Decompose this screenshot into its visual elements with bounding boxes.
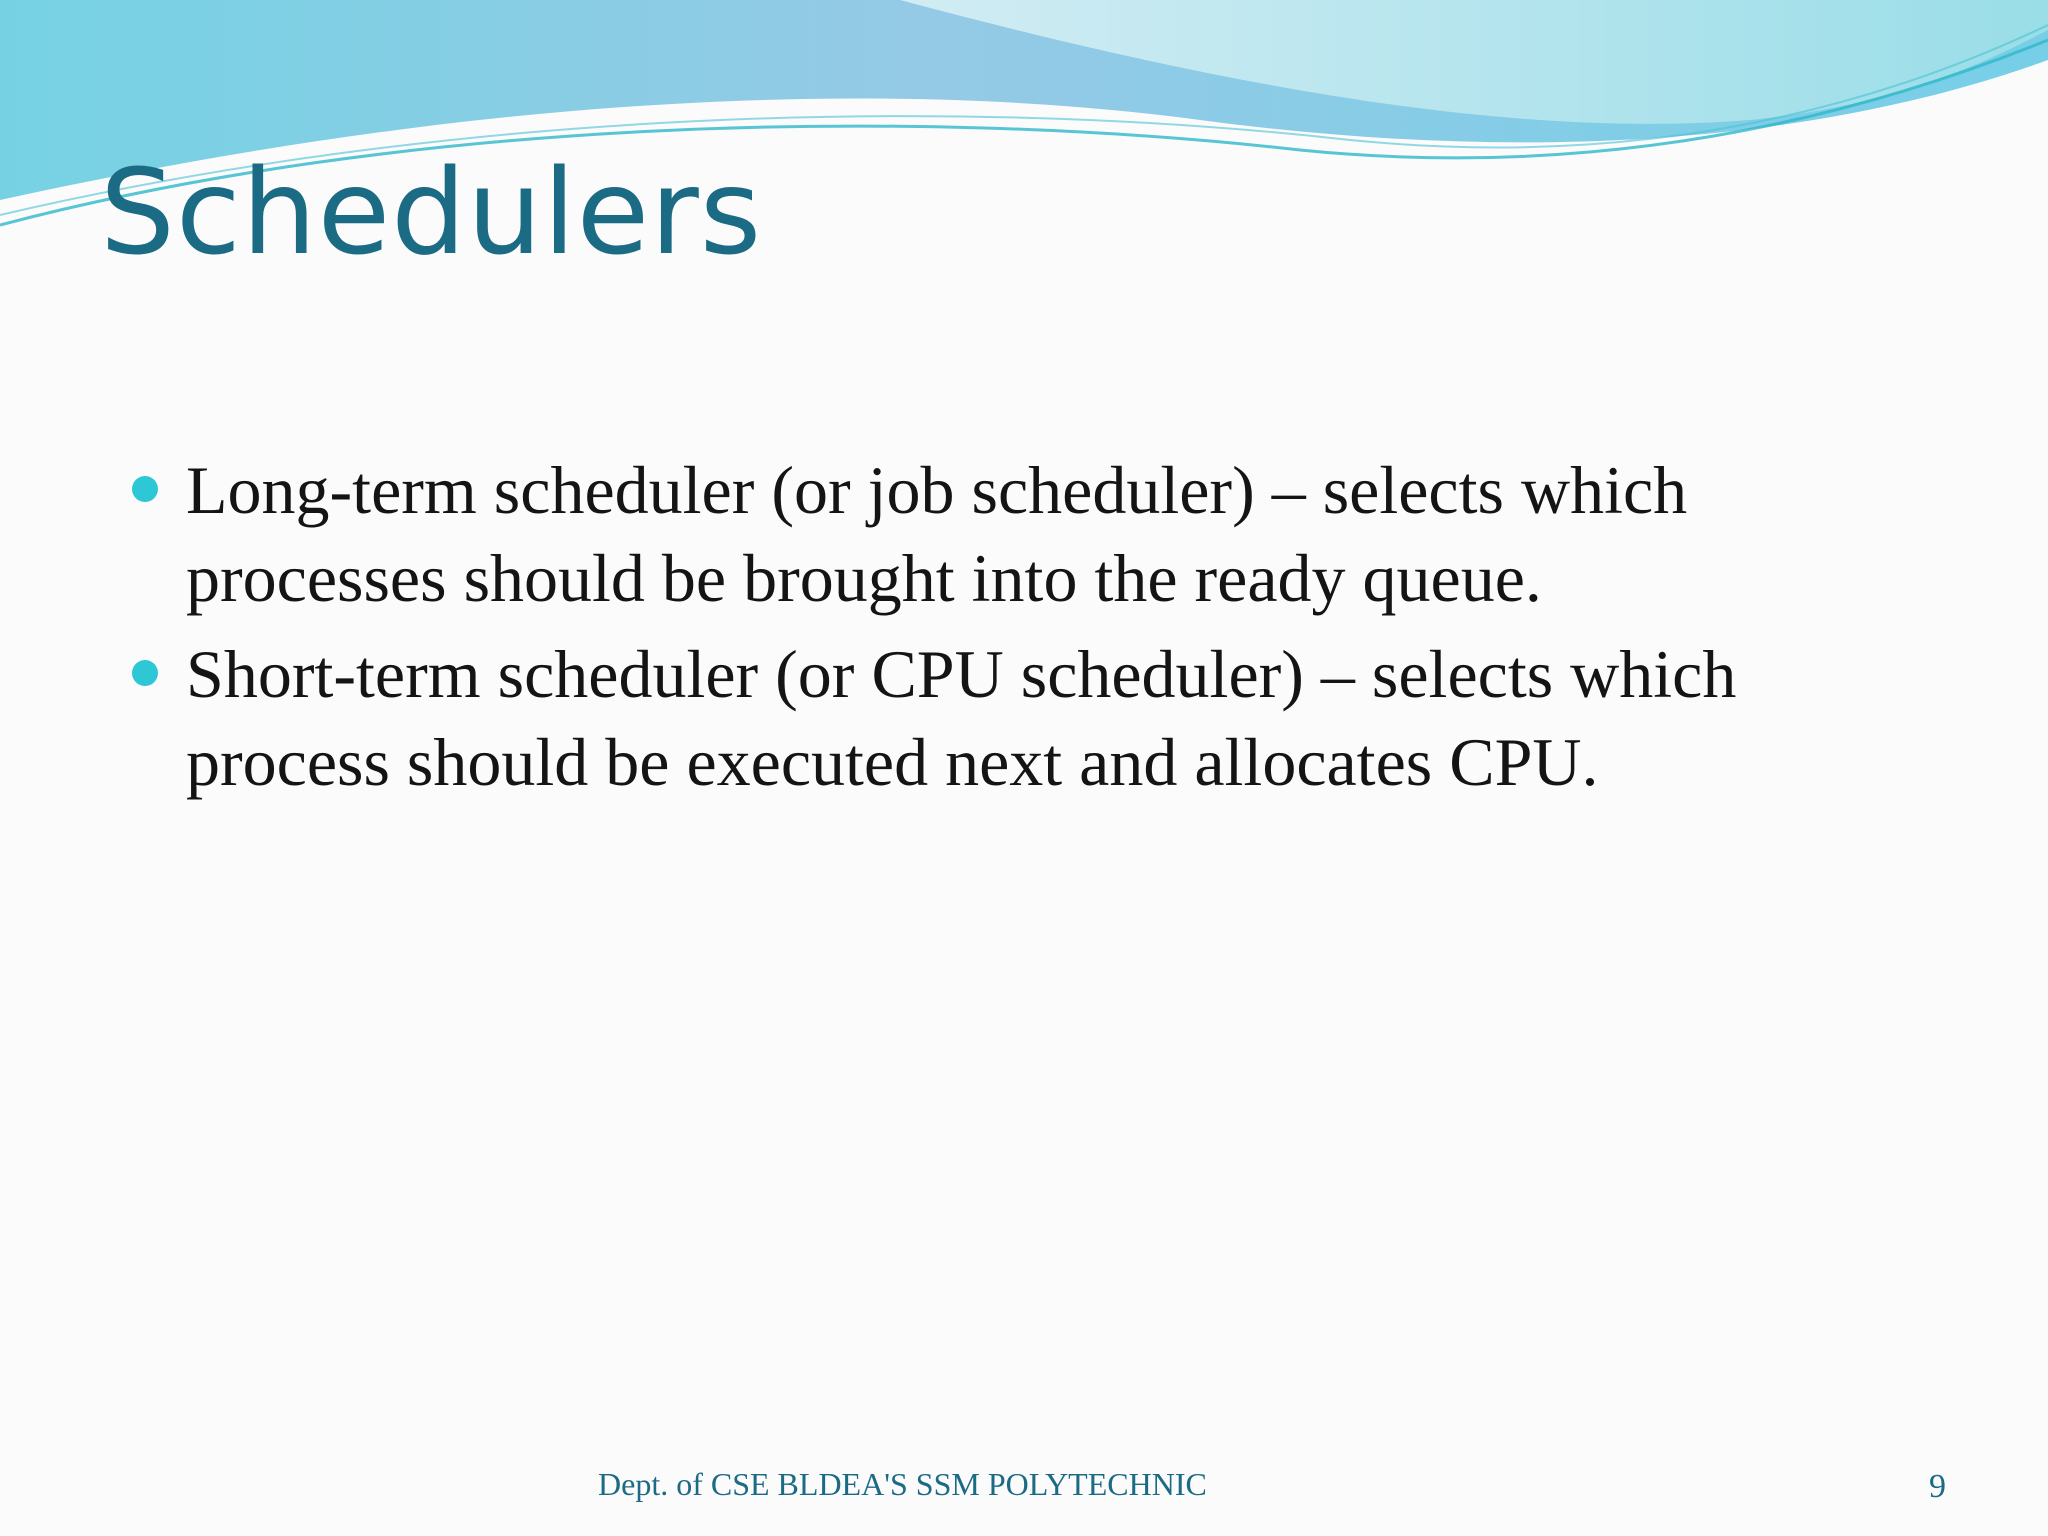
bullet-item xyxy=(128,446,1948,622)
page-number: 9 xyxy=(1929,1468,1946,1505)
bullet-text: Short-term scheduler (or CPU scheduler) – selects which process should be executed next and allocates CPU. xyxy=(186,636,1737,800)
bullet-list xyxy=(128,446,1948,814)
bullet-dot-icon xyxy=(132,660,158,686)
bullet-dot-icon xyxy=(132,476,158,502)
bullet-text: Long-term scheduler (or job scheduler) – selects which processes should be brought into the ready queue. xyxy=(186,452,1688,616)
slide-title: Schedulers xyxy=(100,143,763,281)
bullet-item xyxy=(128,630,1948,806)
footer-department: Dept. of CSE BLDEA'S SSM POLYTECHNIC xyxy=(598,1466,1207,1502)
